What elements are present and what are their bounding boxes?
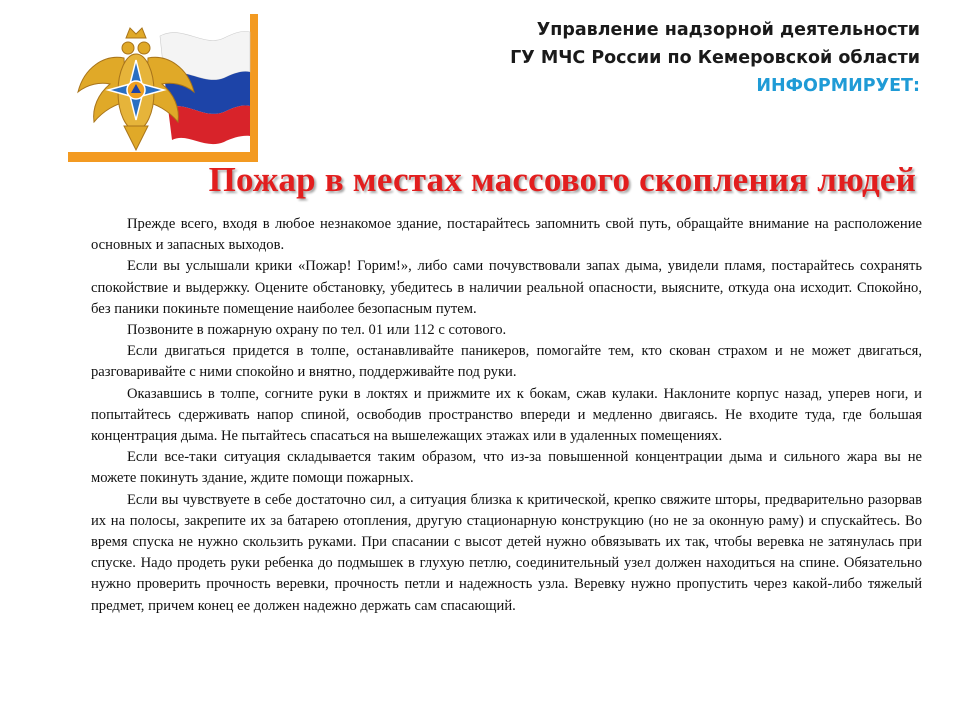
paragraph: Оказавшись в толпе, согните руки в локтях и прижмите их к бокам, сжав кулаки. Наклоните корпус назад, уперев ноги, и попытайтесь сдерживать напор спиной, освободив пространство впереди и медленно двигаясь. Не входите туда, где большая концентрация дыма. Не пытайтесь спасаться на вышележащих этажах или в удаленных помещениях.	[91, 385, 922, 445]
paragraph: Прежде всего, входя в любое незнакомое здание, постарайтесь запомнить свой путь, обращайте внимание на расположение основных и запасных выходов.	[91, 216, 922, 254]
paragraph: Если все-таки ситуация складывается таким образом, что из-за повышенной концентрации дыма и сильного жара вы не можете покинуть здание, ждите помощи пожарных.	[91, 449, 922, 487]
emercom-emblem-with-flag-icon	[64, 14, 258, 162]
paragraph: Позвоните в пожарную охрану по тел. 01 или 112 с сотового.	[127, 322, 507, 339]
paragraph: Если вы чувствуете в себе достаточно сил, а ситуация близка к критической, крепко свяжите шторы, предварительно разорвав их на полосы, закрепите их за батарею отопления, другую стационарную конструкцию (но не за оконную раму) и спускайтесь. Во время спуска не нужно скользить руками. При спасании с высот детей нужно обвязывать их так, чтобы веревка не затянулась при спуске. Надо продеть руки ребенка до подмышек в глухую петлю, соединительный узел должен находиться на спине. Обязательно нужно проверить прочность веревки, прочность петли и надежность узла. Веревку нужно пропустить через какой-либо тяжелый предмет, причем конец ее должен надежно держать сам спасающий.	[91, 491, 922, 614]
header	[510, 16, 920, 100]
paragraph: Если двигаться придется в толпе, останавливайте паникеров, помогайте тем, кто скован страхом и не может двигаться, разговаривайте с ними спокойно и внятно, поддерживайте под руки.	[91, 343, 922, 381]
paragraph: Если вы услышали крики «Пожар! Горим!», либо сами почувствовали запах дыма, увидели пламя, постарайтесь сохранять спокойствие и выдержку. Оцените обстановку, убедитесь в наличии реальной опасности, выясните, откуда она исходит. Спокойно, без паники покиньте помещение наиболее безопасным путем.	[91, 258, 922, 317]
header-department-line: ГУ МЧС России по Кемеровской области	[510, 48, 920, 68]
header-informs-line: ИНФОРМИРУЕТ:	[756, 76, 920, 96]
page-title: Пожар в местах массового скопления людей	[208, 160, 916, 199]
header-organization-line: Управление надзорной деятельности	[536, 20, 920, 40]
article-body	[91, 214, 922, 617]
